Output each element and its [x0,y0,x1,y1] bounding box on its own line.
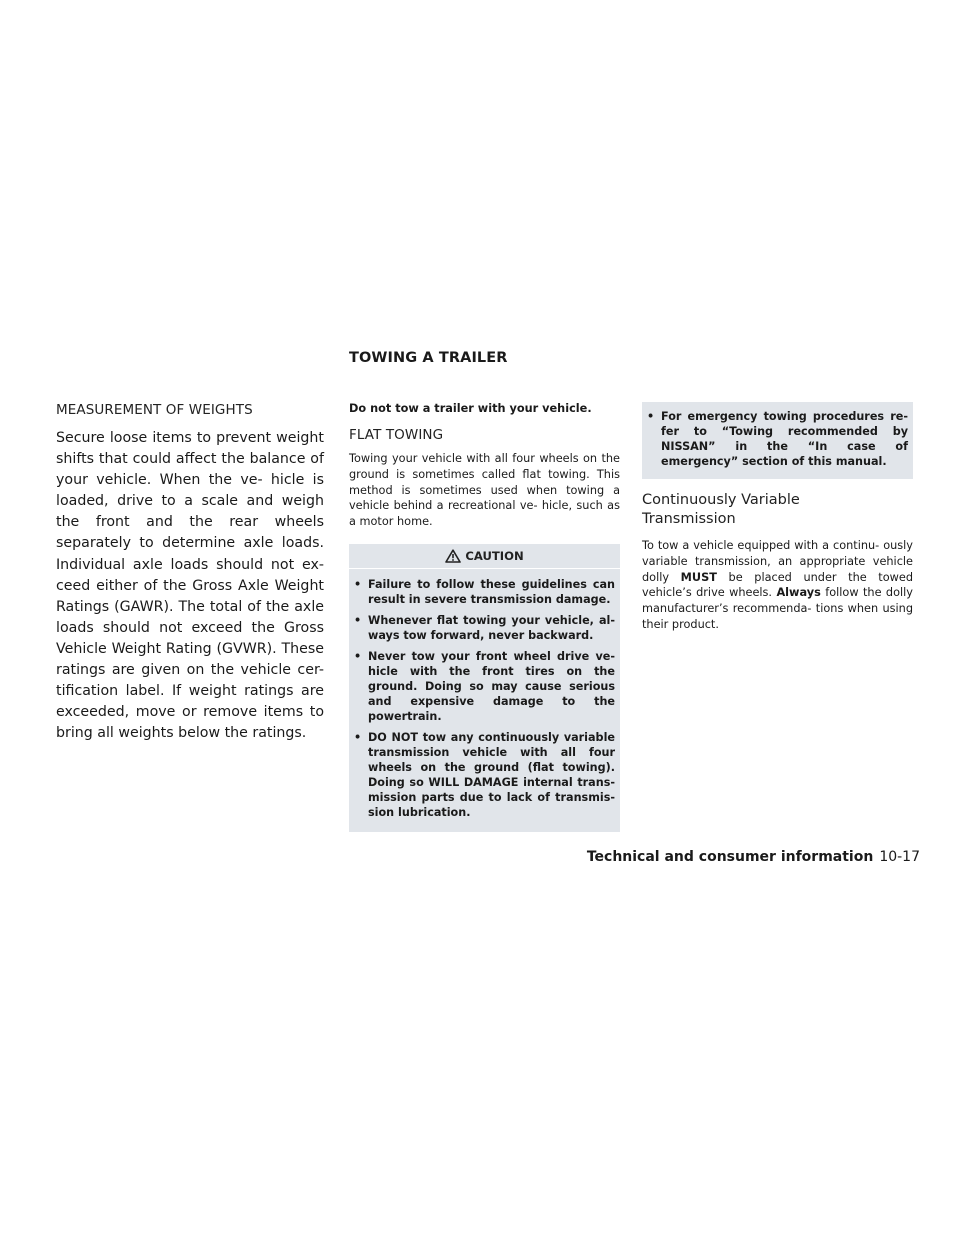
emergency-note-box [642,402,913,479]
measurement-heading: MEASUREMENT OF WEIGHTS [56,402,253,418]
caution-body [349,568,620,820]
emergency-note: • For emergency towing procedures re- fer to “Towing recommended by NISSAN” in the “In case of emergency” section of this manual. [647,410,908,468]
caution-item: • Failure to follow these guidelines can result in severe transmission damage. [354,577,615,606]
bullet-marker: • [354,613,362,627]
must-emphasis: MUST [680,570,717,584]
always-emphasis: Always [776,586,821,600]
emergency-note-list [647,409,908,469]
bullet-marker: • [354,730,362,744]
page-number: 10-17 [879,849,920,865]
warning-triangle-icon [445,549,461,563]
page-footer [580,849,920,865]
column-cvt [642,402,913,647]
cvt-heading: Continuously Variable Transmission [642,492,800,527]
no-trailer-statement: Do not tow a trailer with your vehicle. [349,402,592,415]
caution-header [349,544,620,568]
caution-box [349,544,620,832]
column-flat-towing [349,402,620,832]
cvt-body: To tow a vehicle equipped with a continu- ously variable transmission, an appropriate vehicle dolly MUST be placed under the towed vehicle’s drive wheels. Always follow the dolly manufacturer’s recommenda- tions when using their product. [642,539,914,631]
flat-towing-heading: FLAT TOWING [349,427,444,443]
caution-item: • DO NOT tow any continuously variable transmission vehicle with all four wheels on the ground (flat towing). Doing so WILL DAMAGE internal trans- mission parts due to lack of transmis- sion lubrication. [354,730,615,819]
bullet-marker: • [647,410,655,423]
bullet-marker: • [354,649,362,663]
flat-towing-body: Towing your vehicle with all four wheels on the ground is sometimes called flat towing. This method is sometimes used when towing a vehicle behind a recreational ve- hicle, such as a motor home. [349,452,620,529]
caution-item: • Never tow your front wheel drive ve- hicle with the front tires on the ground. Doing so may cause serious and expensive damage to the powertrain. [354,649,615,723]
caution-list [354,577,615,820]
footer-section-title: Technical and consumer information [586,849,874,865]
bullet-marker: • [354,577,362,591]
caution-title: CAUTION [465,548,524,563]
measurement-body: Secure loose items to prevent weight shifts that could affect the balance of your vehicle. When the ve- hicle is loaded, drive to a scale and weigh the front and the rear wheels separately to determine axle loads. Individual axle loads should not ex- ceed either of the Gross Axle Weight Ratings (GAWR). The total of the axle loads should not exceed the Gross Vehicle Weight Rating (GVWR). These ratings are given on the vehicle cer- tification label. If weight ratings are exceeded, move or remove items to bring all weights below the ratings. [56,430,324,742]
section-title: TOWING A TRAILER [349,350,508,366]
column-measurement [56,402,324,744]
caution-item: • Whenever flat towing your vehicle, al- ways tow forward, never backward. [354,613,615,642]
